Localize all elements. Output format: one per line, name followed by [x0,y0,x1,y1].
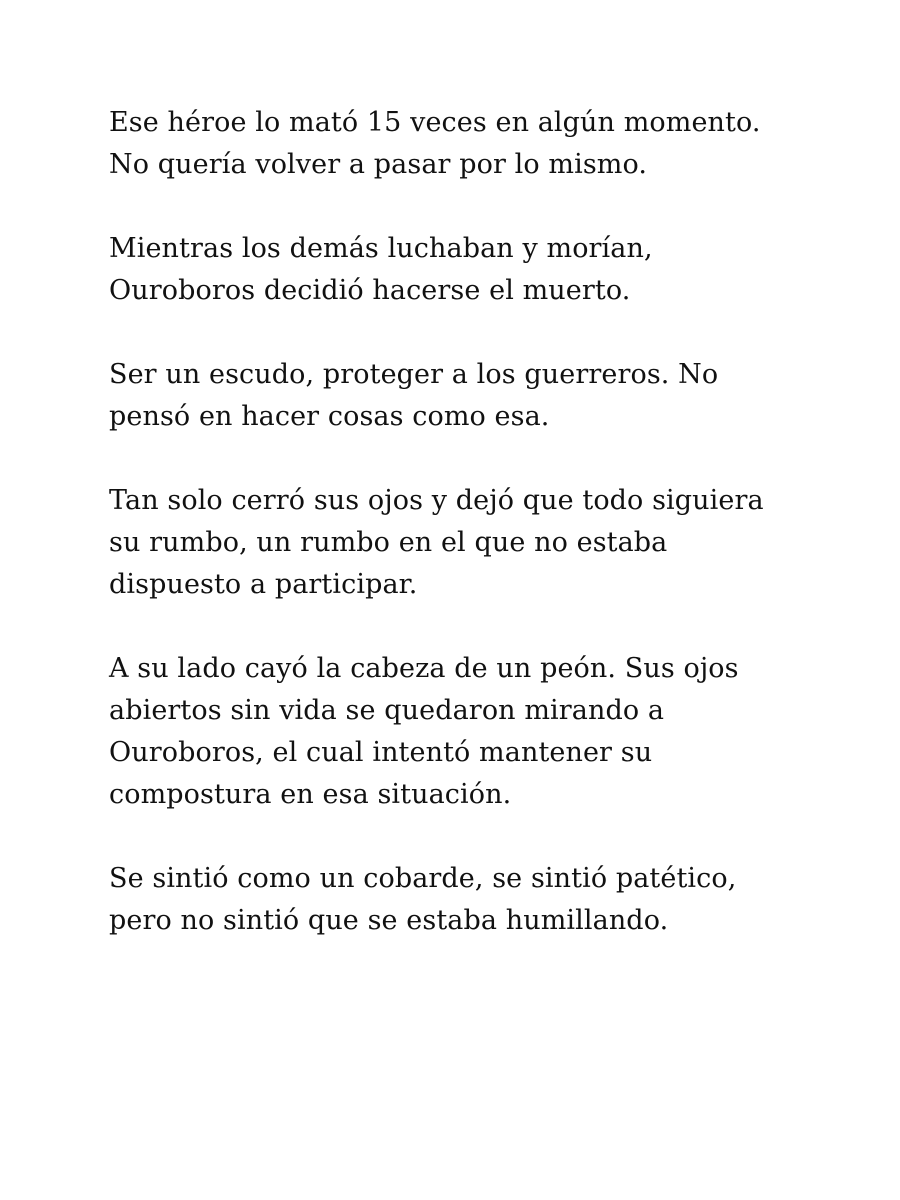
text-line: Mientras los demás luchaban y morían, [109,233,653,264]
paragraph [109,102,809,186]
text-line: dispuesto a participar. [109,569,418,600]
text-line: compostura en esa situación. [109,779,512,810]
paragraph [109,228,809,312]
text-line: Ser un escudo, proteger a los guerreros. No [109,359,719,390]
paragraph [109,354,809,438]
paragraph [109,480,809,606]
text-line: pero no sintió que se estaba humillando. [109,905,669,936]
text-line: abiertos sin vida se quedaron mirando a [109,695,665,726]
text-line: A su lado cayó la cabeza de un peón. Sus ojos [109,653,739,684]
text-line: pensó en hacer cosas como esa. [109,401,550,432]
paragraph [109,648,809,816]
paragraph [109,858,809,942]
text-line: Ouroboros, el cual intentó mantener su [109,737,653,768]
text-line: Tan solo cerró sus ojos y dejó que todo siguiera [109,485,764,516]
text-line: No quería volver a pasar por lo mismo. [109,149,648,180]
text-line: Ouroboros decidió hacerse el muerto. [109,275,631,306]
text-line: Ese héroe lo mató 15 veces en algún momento. [109,107,761,138]
text-line: Se sintió como un cobarde, se sintió patético, [109,863,737,894]
story-text [109,102,809,984]
text-line: su rumbo, un rumbo en el que no estaba [109,527,668,558]
